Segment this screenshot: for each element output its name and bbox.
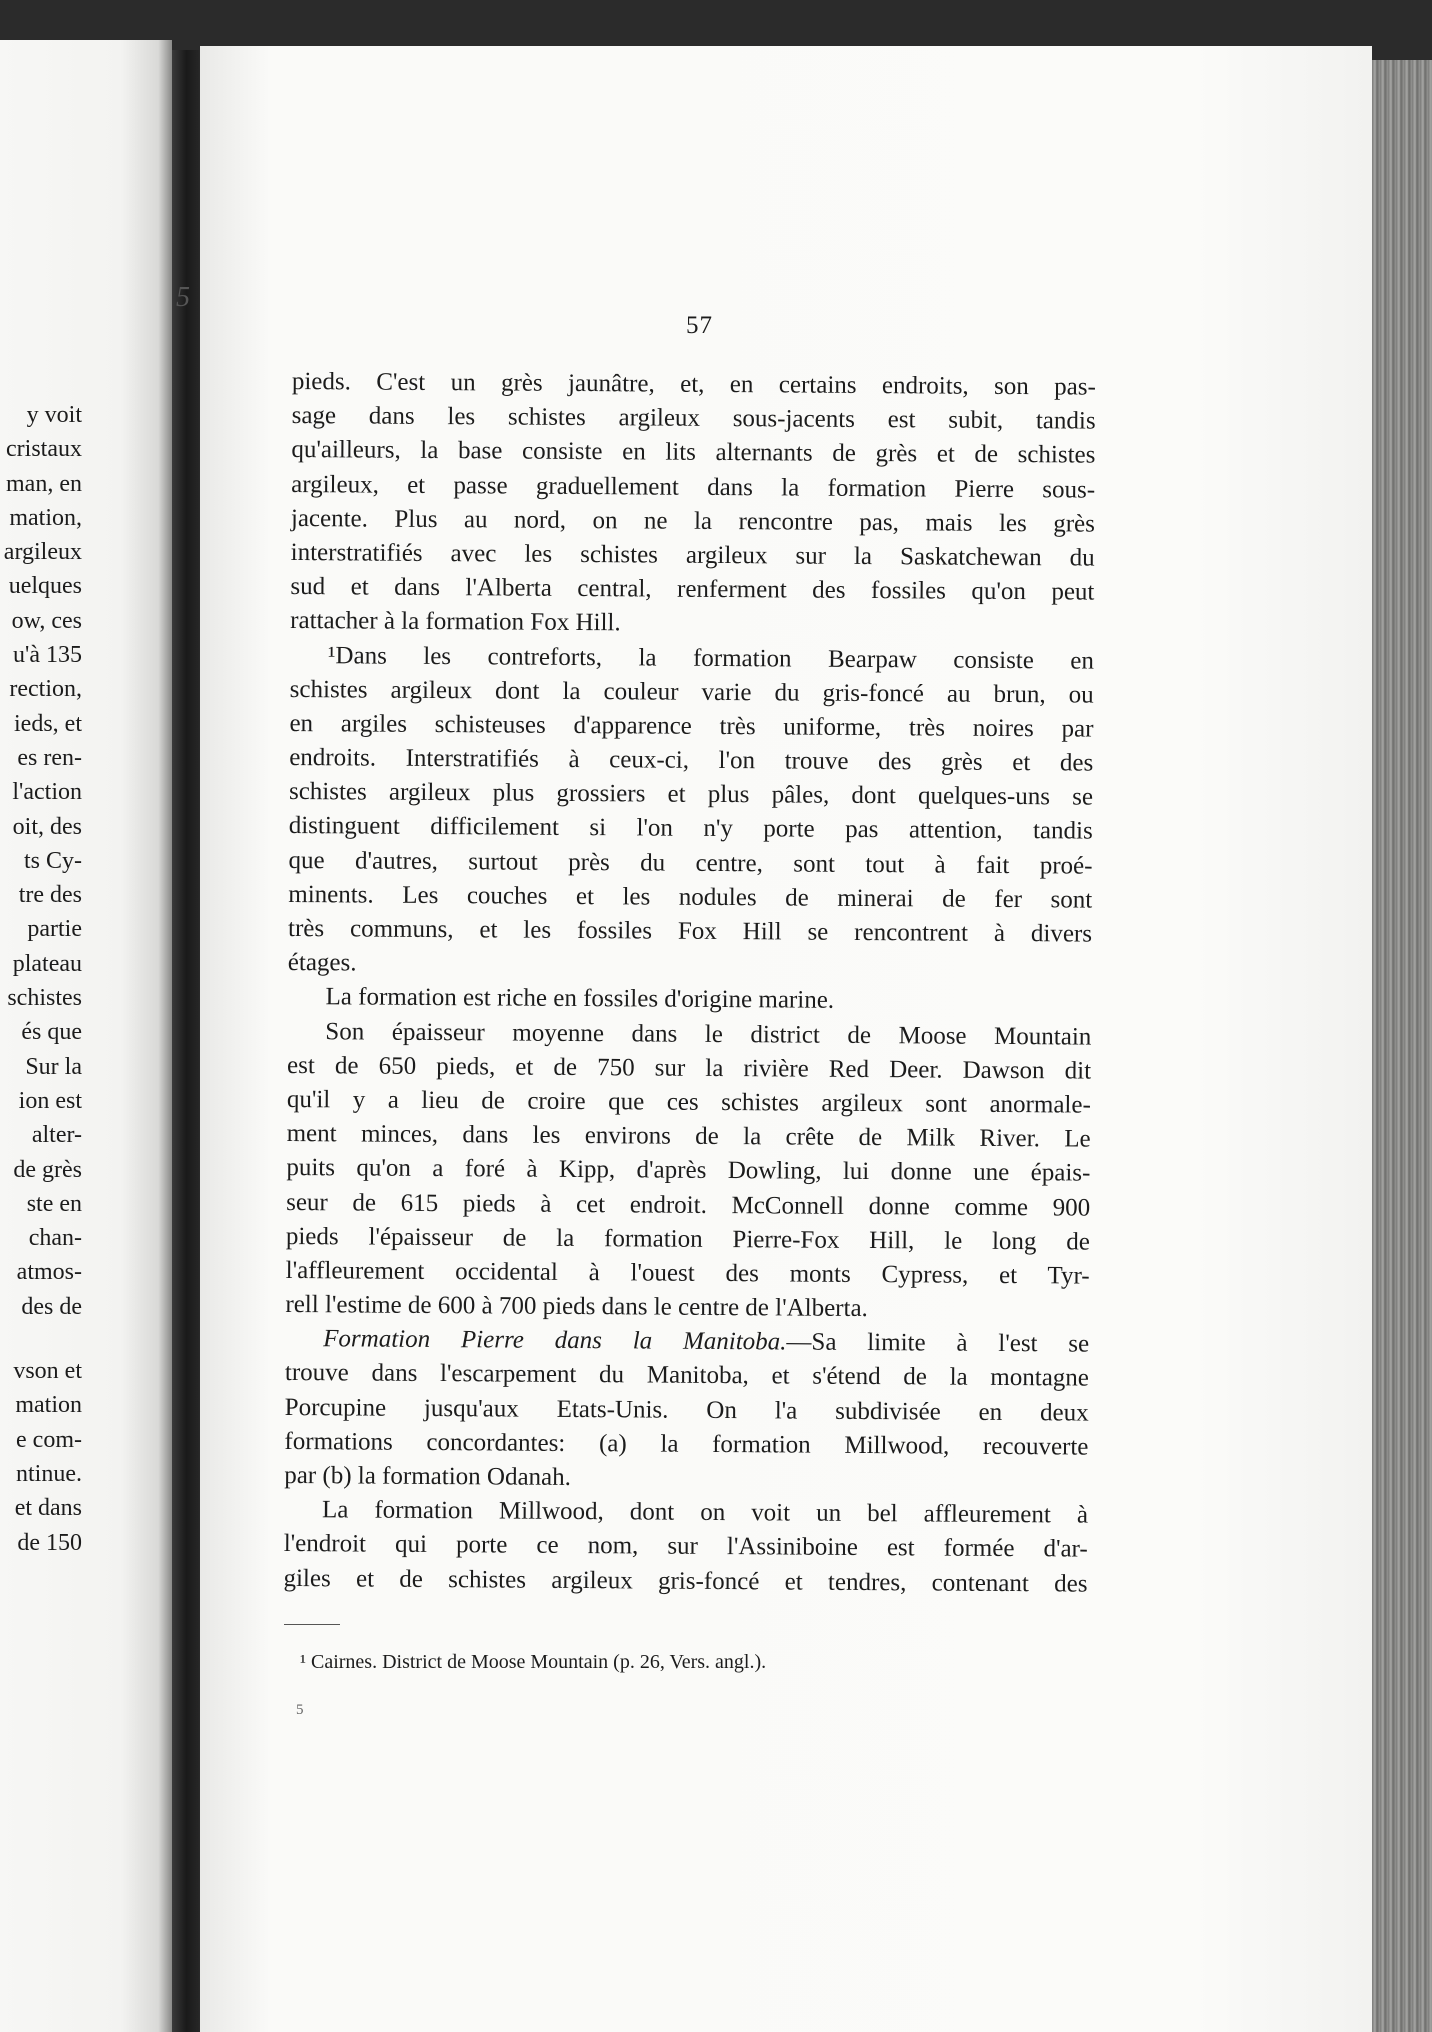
page-number: 57 bbox=[686, 312, 713, 339]
facing-line: cristaux bbox=[6, 436, 82, 463]
facing-line: man, en bbox=[6, 470, 82, 497]
facing-line: partie bbox=[27, 916, 82, 943]
signature-mark: 5 bbox=[296, 1702, 304, 1718]
facing-line: e com- bbox=[16, 1426, 82, 1453]
text-line: endroits. Interstratifiés à ceux-ci, l'on trouve des grès et des bbox=[289, 744, 1094, 777]
text-line: ¹Dans les contreforts, la formation Bearpaw consiste en bbox=[327, 641, 1095, 675]
text-line: minents. Les couches et les nodules de minerai de fer sont bbox=[288, 880, 1093, 914]
text-line: en argiles schisteuses d'apparence très uniforme, très noires par bbox=[289, 709, 1094, 743]
facing-line: atmos- bbox=[16, 1259, 82, 1286]
facing-line: tre des bbox=[18, 882, 82, 909]
facing-line: ntinue. bbox=[16, 1460, 82, 1487]
text-line: pieds. C'est un grès jaunâtre, et, en certains endroits, son pas- bbox=[291, 367, 1096, 401]
pencil-mark: 5 bbox=[176, 282, 190, 313]
facing-line: ts Cy- bbox=[23, 847, 82, 874]
body-text bbox=[283, 365, 1096, 1601]
facing-line: et dans bbox=[14, 1495, 82, 1522]
facing-line: Sur la bbox=[25, 1053, 82, 1080]
text-line: schistes argileux plus grossiers et plus pâles, dont quelques-uns se bbox=[288, 778, 1094, 811]
facing-line: ieds, et bbox=[14, 710, 82, 737]
text-line: rell l'estime de 600 à 700 pieds dans le centre de l'Alberta. bbox=[285, 1291, 868, 1323]
footnote: ¹ Cairnes. District de Moose Mountain (p. 26, Vers. angl.). bbox=[300, 1651, 767, 1673]
text-line: formations concordantes: (a) la formation Millwood, recouverte bbox=[284, 1427, 1089, 1461]
facing-line: schistes bbox=[7, 985, 82, 1012]
text-line: seur de 615 pieds à cet endroit. McConnell donne comme 900 bbox=[286, 1188, 1091, 1222]
section-heading: Formation Pierre dans la Manitoba. bbox=[323, 1325, 787, 1356]
facing-line: vson et bbox=[13, 1358, 82, 1385]
facing-line: chan- bbox=[28, 1225, 82, 1252]
text-line: sage dans les schistes argileux sous-jacents est subit, tandis bbox=[291, 402, 1096, 435]
facing-line: u'à 135 bbox=[13, 642, 82, 669]
facing-line: es ren- bbox=[17, 744, 82, 771]
text-line: qu'il y a lieu de croire que ces schistes argileux sont anormale- bbox=[286, 1085, 1091, 1119]
facing-line: alter- bbox=[31, 1122, 82, 1149]
text-line: que d'autres, surtout près du centre, sont tout à fait proé- bbox=[288, 846, 1093, 880]
facing-line: rection, bbox=[9, 676, 82, 703]
facing-line: ow, ces bbox=[11, 607, 82, 634]
text-line: interstratifiés avec les schistes argileux sur la Saskatchewan du bbox=[290, 538, 1095, 572]
facing-line: és que bbox=[21, 1019, 82, 1046]
text-line: schistes argileux dont la couleur varie du gris-foncé au brun, ou bbox=[289, 675, 1094, 709]
footnote-rule bbox=[284, 1624, 340, 1625]
text-line-section-heading bbox=[285, 1322, 1089, 1362]
text-line: argileux, et passe graduellement dans la formation Pierre sous- bbox=[291, 470, 1096, 504]
text-line: pieds l'épaisseur de la formation Pierre-Fox Hill, le long de bbox=[285, 1222, 1090, 1256]
text-line: jacente. Plus au nord, on ne la rencontre pas, mais les grès bbox=[290, 504, 1096, 538]
text-line: rattacher à la formation Fox Hill. bbox=[290, 607, 621, 637]
text-line: très communs, et les fossiles Fox Hill se rencontrent à divers bbox=[287, 914, 1093, 948]
facing-line: ste en bbox=[26, 1190, 82, 1217]
section-heading-continuation: —Sa limite à l'est se bbox=[786, 1328, 1090, 1358]
text-line: est de 650 pieds, et de 750 sur la rivière Red Deer. Dawson dit bbox=[287, 1051, 1092, 1085]
facing-line: de grès bbox=[13, 1156, 82, 1183]
facing-line: oit, des bbox=[12, 813, 82, 840]
facing-line: des de bbox=[21, 1293, 82, 1320]
text-line: l'affleurement occidental à l'ouest des monts Cypress, et Tyr- bbox=[285, 1256, 1090, 1290]
text-line: La formation est riche en fossiles d'origine marine. bbox=[325, 983, 835, 1015]
text-line: sud et dans l'Alberta central, renferment des fossiles qu'on peut bbox=[290, 573, 1095, 606]
facing-line: uelques bbox=[8, 573, 82, 600]
text-line: distinguent difficilement si l'on n'y porte pas attention, tandis bbox=[288, 812, 1093, 846]
text-line: l'endroit qui porte ce nom, sur l'Assiniboine est formée d'ar- bbox=[283, 1530, 1088, 1563]
facing-line: argileux bbox=[3, 539, 82, 566]
text-line: Porcupine jusqu'aux Etats-Unis. On l'a subdivisée en deux bbox=[284, 1393, 1089, 1427]
facing-line-gap bbox=[0, 1324, 82, 1354]
facing-line: plateau bbox=[12, 950, 82, 977]
page-edges bbox=[1372, 60, 1432, 2032]
facing-line: de 150 bbox=[17, 1529, 82, 1556]
text-line: par (b) la formation Odanah. bbox=[284, 1461, 572, 1491]
facing-line: mation bbox=[15, 1392, 82, 1419]
facing-line: y voit bbox=[26, 402, 82, 428]
text-line: La formation Millwood, dont on voit un bel affleurement à bbox=[321, 1496, 1089, 1529]
text-line: étages. bbox=[287, 949, 357, 977]
text-line: giles et de schistes argileux gris-foncé et tendres, contenant des bbox=[283, 1564, 1088, 1598]
text-line: trouve dans l'escarpement du Manitoba, et s'étend de la montagne bbox=[284, 1359, 1090, 1393]
text-line: ment minces, dans les environs de la crête de Milk River. Le bbox=[286, 1120, 1091, 1153]
text-line: qu'ailleurs, la base consiste en lits alternants de grès et de schistes bbox=[291, 436, 1096, 469]
facing-page-text bbox=[0, 398, 82, 1560]
text-line: puits qu'on a foré à Kipp, d'après Dowling, lui donne une épais- bbox=[286, 1154, 1091, 1187]
text-line: Son épaisseur moyenne dans le district de Moose Mountain bbox=[325, 1017, 1092, 1051]
facing-line: ion est bbox=[18, 1087, 82, 1114]
facing-line: mation, bbox=[9, 504, 82, 531]
facing-line: l'action bbox=[12, 779, 82, 806]
facing-page-left bbox=[0, 40, 172, 2032]
